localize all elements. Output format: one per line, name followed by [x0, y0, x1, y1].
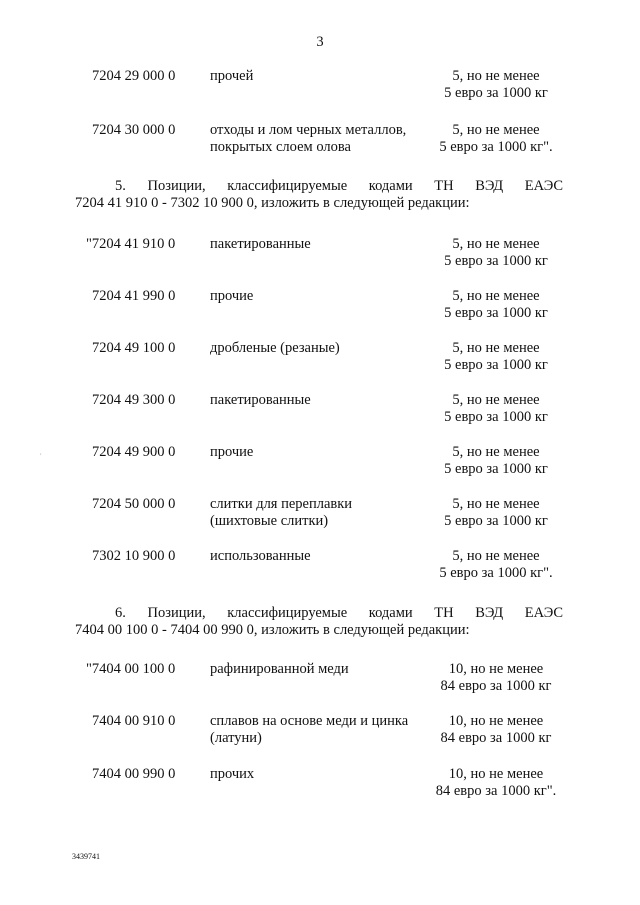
table-row — [0, 713, 640, 753]
duty-rate: 10, но не менее 84 евро за 1000 кг — [440, 661, 552, 694]
duty-rate: 5, но не менее 5 евро за 1000 кг — [444, 496, 548, 529]
paragraph-line: 5. Позиции, классифицируемые кодами ТН ВЭД ЕАЭС — [115, 178, 563, 194]
tariff-code: 7204 50 000 0 — [92, 496, 176, 512]
tariff-code: 7204 30 000 0 — [92, 122, 176, 138]
tariff-code: 7404 00 990 0 — [92, 766, 176, 782]
table-row — [0, 68, 640, 108]
paragraph-5 — [75, 178, 563, 212]
tariff-code: 7204 49 900 0 — [92, 444, 176, 460]
tariff-code: "7204 41 910 0 — [86, 236, 176, 252]
paragraph-6 — [75, 605, 563, 639]
item-description: использованные — [210, 548, 311, 564]
duty-rate: 5, но не менее 5 евро за 1000 кг — [444, 288, 548, 321]
duty-rate: 10, но не менее 84 евро за 1000 кг". — [435, 766, 557, 799]
item-description: рафинированной меди — [210, 661, 349, 677]
duty-rate: 5, но не менее 5 евро за 1000 кг — [444, 340, 548, 373]
duty-rate: 5, но не менее 5 евро за 1000 кг — [444, 444, 548, 477]
duty-rate: 5, но не менее 5 евро за 1000 кг — [444, 392, 548, 425]
item-description: пакетированные — [210, 236, 311, 252]
table-row — [0, 766, 640, 806]
duty-rate: 5, но не менее 5 евро за 1000 кг". — [439, 548, 553, 581]
table-row — [0, 288, 640, 328]
duty-rate: 5, но не менее 5 евро за 1000 кг". — [439, 122, 553, 155]
table-row — [0, 122, 640, 162]
tariff-code: 7204 49 100 0 — [92, 340, 176, 356]
item-description: отходы и лом черных металлов, покрытых слоем олова — [210, 122, 407, 155]
item-description: слитки для переплавки (шихтовые слитки) — [210, 496, 353, 529]
item-description: пакетированные — [210, 392, 311, 408]
paragraph-line: 6. Позиции, классифицируемые кодами ТН ВЭД ЕАЭС — [115, 605, 563, 621]
tariff-code: 7204 49 300 0 — [92, 392, 176, 408]
item-description: прочих — [210, 766, 255, 782]
table-row — [0, 661, 640, 701]
table-row — [0, 548, 640, 588]
table-row — [0, 392, 640, 432]
item-description: прочие — [210, 444, 254, 460]
paragraph-line: 7404 00 100 0 - 7404 00 990 0, изложить в следующей редакции: — [75, 622, 470, 638]
table-row — [0, 444, 640, 484]
margin-mark: , — [40, 450, 42, 456]
tariff-code: 7204 41 990 0 — [92, 288, 176, 304]
item-description: сплавов на основе меди и цинка (латуни) — [210, 713, 409, 746]
page-number: 3 — [316, 34, 324, 50]
item-description: дробленые (резаные) — [210, 340, 340, 356]
table-row — [0, 496, 640, 536]
tariff-code: 7404 00 910 0 — [92, 713, 176, 729]
duty-rate: 5, но не менее 5 евро за 1000 кг — [444, 68, 548, 101]
document-id: 3439741 — [72, 852, 100, 861]
duty-rate: 10, но не менее 84 евро за 1000 кг — [440, 713, 552, 746]
table-row — [0, 236, 640, 276]
paragraph-line: 7204 41 910 0 - 7302 10 900 0, изложить в следующей редакции: — [75, 195, 470, 211]
tariff-code: 7302 10 900 0 — [92, 548, 176, 564]
tariff-code: 7204 29 000 0 — [92, 68, 176, 84]
table-row — [0, 340, 640, 380]
item-description: прочие — [210, 288, 254, 304]
duty-rate: 5, но не менее 5 евро за 1000 кг — [444, 236, 548, 269]
item-description: прочей — [210, 68, 254, 84]
tariff-code: "7404 00 100 0 — [86, 661, 176, 677]
